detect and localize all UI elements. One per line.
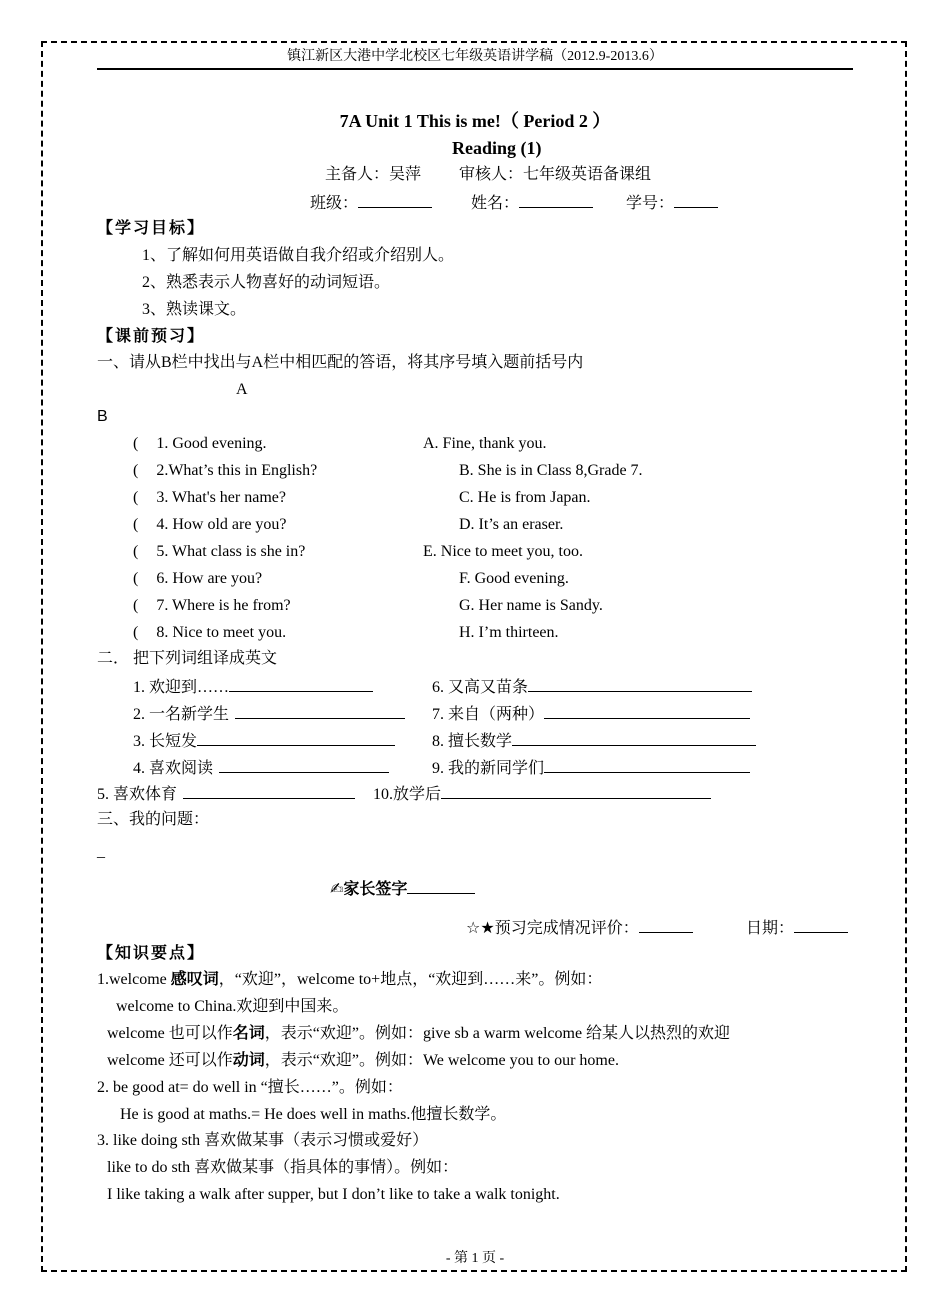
match-question[interactable]: ( 7. Where is he from? bbox=[133, 597, 291, 614]
reviewer: 审核人：七年级英语备课组 bbox=[459, 166, 652, 183]
phrase-item[interactable]: 10.放学后 bbox=[373, 782, 711, 806]
match-answer: A. Fine, thank you. bbox=[423, 435, 547, 452]
part2-instruction: 二． 把下列词组译成英文 bbox=[97, 650, 278, 667]
knowledge-note: like to do sth 喜欢做某事（指具体的事情）。例如： bbox=[107, 1159, 459, 1176]
number-field[interactable] bbox=[626, 191, 718, 215]
knowledge-point-1: 1.welcome 感叹词，“欢迎”，welcome to+地点，“欢迎到……来”。例如： bbox=[97, 971, 603, 988]
match-answer: G. Her name is Sandy. bbox=[459, 597, 603, 614]
knowledge-example: I like taking a walk after supper, but I don’t like to take a walk tonight. bbox=[107, 1186, 560, 1203]
class-field[interactable] bbox=[310, 191, 432, 215]
column-a-label: A bbox=[236, 381, 248, 398]
part3-question: 三、我的问题： bbox=[97, 811, 210, 828]
goal-item: 2、熟悉表示人物喜好的动词短语。 bbox=[142, 274, 391, 291]
preparer: 主备人：吴萍 bbox=[325, 166, 422, 183]
name-field[interactable] bbox=[471, 191, 593, 215]
number-label: 学号： bbox=[626, 195, 675, 212]
match-question[interactable]: ( 5. What class is she in? bbox=[133, 543, 306, 560]
match-answer: C. He is from Japan. bbox=[459, 489, 591, 506]
evaluation-field[interactable]: ☆★预习完成情况评价： bbox=[466, 916, 693, 940]
phrase-item[interactable]: 6. 又高又苗条 bbox=[432, 675, 752, 699]
knowledge-example: He is good at maths.= He does well in maths.他擅长数学。 bbox=[120, 1106, 507, 1123]
phrase-item[interactable]: 5. 喜欢体育 bbox=[97, 782, 355, 806]
knowledge-note: welcome 也可以作名词，表示“欢迎”。例如：give sb a warm welcome 给某人以热烈的欢迎 bbox=[107, 1025, 731, 1042]
match-question[interactable]: ( 3. What's her name? bbox=[133, 489, 286, 506]
knowledge-point-2: 2. be good at= do well in “擅长……”。例如： bbox=[97, 1079, 403, 1096]
phrase-item[interactable]: 8. 擅长数学 bbox=[432, 729, 756, 753]
page-subtitle: Reading (1) bbox=[452, 138, 542, 158]
date-field[interactable]: 日期： bbox=[746, 916, 848, 940]
name-label: 姓名： bbox=[471, 195, 520, 212]
match-answer: D. It’s an eraser. bbox=[459, 516, 564, 533]
knowledge-example: welcome to China.欢迎到中国来。 bbox=[116, 998, 349, 1015]
parent-signature[interactable]: ✍家长签字 bbox=[330, 877, 475, 901]
page-title: 7A Unit 1 This is me!（ Period 2 ） bbox=[339, 111, 611, 131]
preview-heading: 【课前预习】 bbox=[97, 328, 206, 345]
phrase-item[interactable]: 3. 长短发 bbox=[133, 729, 395, 753]
match-question[interactable]: ( 1. Good evening. bbox=[133, 435, 267, 452]
goals-heading: 【学习目标】 bbox=[97, 220, 206, 237]
match-question[interactable]: ( 2.What’s this in English? bbox=[133, 462, 318, 479]
goal-item: 1、了解如何用英语做自我介绍或介绍别人。 bbox=[142, 247, 455, 264]
answer-blank[interactable]: _ bbox=[97, 843, 105, 860]
match-question[interactable]: ( 6. How are you? bbox=[133, 570, 263, 587]
goal-item: 3、熟读课文。 bbox=[142, 301, 247, 318]
match-question[interactable]: ( 8. Nice to meet you. bbox=[133, 624, 287, 641]
phrase-item[interactable]: 9. 我的新同学们 bbox=[432, 756, 750, 780]
match-answer: F. Good evening. bbox=[459, 570, 569, 587]
class-label: 班级： bbox=[310, 195, 359, 212]
knowledge-point-3: 3. like doing sth 喜欢做某事（表示习惯或爱好） bbox=[97, 1132, 429, 1149]
phrase-item[interactable]: 4. 喜欢阅读 bbox=[133, 756, 389, 780]
match-question[interactable]: ( 4. How old are you? bbox=[133, 516, 287, 533]
phrase-item[interactable]: 1. 欢迎到…… bbox=[133, 675, 373, 699]
knowledge-heading: 【知识要点】 bbox=[97, 945, 206, 962]
page-header: 镇江新区大港中学北校区七年级英语讲学稿（2012.9-2013.6） bbox=[97, 46, 853, 70]
phrase-item[interactable]: 2. 一名新学生 bbox=[133, 702, 405, 726]
match-answer: B. She is in Class 8,Grade 7. bbox=[459, 462, 643, 479]
knowledge-note: welcome 还可以作动词，表示“欢迎”。例如：We welcome you to our home. bbox=[107, 1052, 619, 1069]
part1-instruction: 一、请从B栏中找出与A栏中相匹配的答语，将其序号填入题前括号内 bbox=[97, 354, 584, 371]
column-b-label: B bbox=[97, 408, 108, 425]
phrase-item[interactable]: 7. 来自（两种） bbox=[432, 702, 750, 726]
page-number: - 第 1 页 - bbox=[445, 1251, 505, 1266]
match-answer: E. Nice to meet you, too. bbox=[423, 543, 583, 560]
match-answer: H. I’m thirteen. bbox=[459, 624, 559, 641]
